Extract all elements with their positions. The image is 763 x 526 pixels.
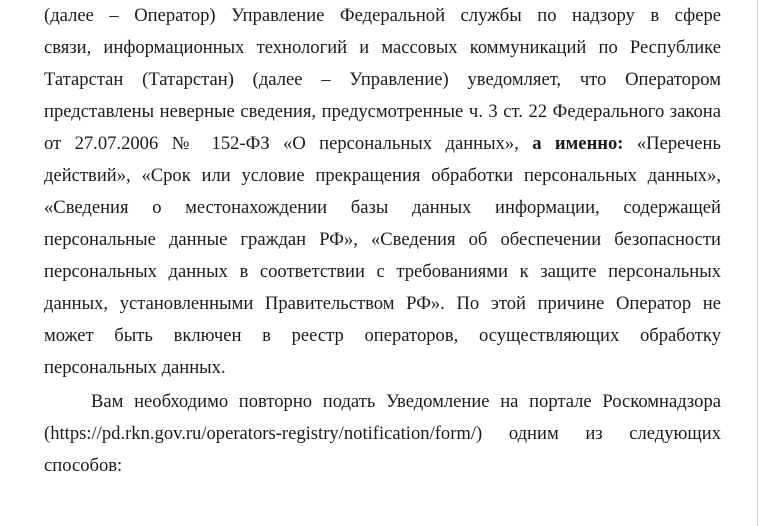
text-line: (далее – Оператор) Управление Федеральной службы по надзору в сфере: [44, 5, 721, 26]
text-line: «Сведения о местонахождении базы данных информации, содержащей: [44, 197, 721, 218]
text-line: связи, информационных технологий и массовых коммуникаций по Республике: [44, 37, 721, 58]
text-line: данных, установленными Правительством РФ». По этой причине Оператор не: [44, 293, 721, 314]
text-line: действий», «Срок или условие прекращения обработки персональных данных»,: [44, 165, 721, 186]
page-edge-divider: [757, 0, 758, 526]
text-line: персональных данных.: [44, 357, 226, 378]
text-line: персональные данные граждан РФ», «Сведения об обеспечении безопасности: [44, 229, 721, 250]
text-line: может быть включен в реестр операторов, осуществляющих обработку: [44, 325, 721, 346]
text-line: персональных данных в соответствии с требованиями к защите персональных: [44, 261, 721, 282]
text-segment: от 27.07.2006 № 152-ФЗ «О персональных данных»,: [44, 133, 533, 154]
text-line: способов:: [44, 455, 123, 476]
text-line: (https://pd.rkn.gov.ru/operators-registry/notification/form/) одним из следующих: [44, 423, 721, 444]
text-line: Татарстан (Татарстан) (далее – Управление) уведомляет, что Оператором: [44, 69, 721, 90]
text-line: Вам необходимо повторно подать Уведомление на портале Роскомнадзора: [91, 391, 721, 412]
bold-emphasis: а именно:: [532, 133, 624, 154]
text-line: представлены неверные сведения, предусмотренные ч. 3 ст. 22 Федерального закона: [44, 101, 721, 122]
text-line: [44, 132, 721, 156]
text-segment: «Перечень: [623, 133, 721, 154]
